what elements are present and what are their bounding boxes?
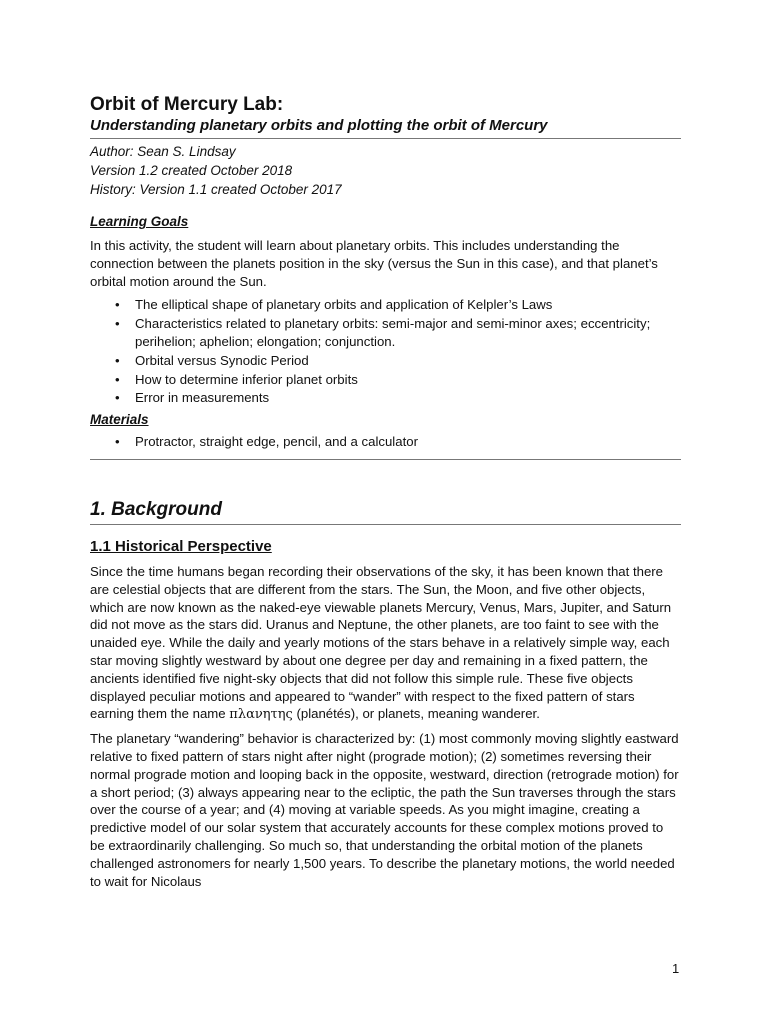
background-paragraph-2: The planetary “wandering” behavior is characterized by: (1) most commonly moving slightly eastward relative to fixed pattern of stars night after night (prograde motion); (2) sometimes reversing their normal prograde motion and looping back in the opposite, westward, direction (retrograde motion) for a short period; (3) always appearing near to the ecliptic, the path the Sun traverses through the stars over the course of a year; and (4) moving at variable speeds. As you might imagine, creating a predictive model of our solar system that accurately accounts for these complex motions proved to be extraordinarily challenging. So much so, that understanding the orbital motion of the planets challenged astronomers for nearly 1,500 years. To describe the planetary motions, the world needed to wait for Nicolaus [90, 731, 679, 889]
materials-list [90, 433, 681, 451]
learning-goals-intro: In this activity, the student will learn about planetary orbits. This includes understanding the connection between the planets position in the sky (versus the Sun in this case), and that planet’s orbital motion around the Sun. [90, 238, 658, 289]
background-paragraph-1: Since the time humans began recording their observations of the sky, it has been known that there are celestial objects that are different from the stars. The Sun, the Moon, and five other objects, which are now known as the naked-eye viewable planets Mercury, Venus, Mars, Jupiter, and Saturn did not move as the stars did. Uranus and Neptune, the other planets, are too faint to see with the unaided eye. While the daily and yearly motions of the stars behave in a relatively simple way, each star moving slightly westward by about one degree per day and remaining in a fixed pattern, the ancients identified five night-sky objects that did not follow this simple rule. These five objects displayed peculiar motions and appeared to “wander” with respect to the fixed pattern of stars earning them the name πλανητης (planétés), or planets, meaning wanderer. [90, 563, 672, 723]
list-item: • Orbital versus Synodic Period [115, 352, 309, 368]
version-line: Version 1.2 created October 2018 [90, 163, 293, 178]
author-line: Author: Sean S. Lindsay [90, 144, 236, 159]
subsection-heading-historical: 1.1 Historical Perspective [90, 537, 272, 555]
greek-word: πλανητης [229, 707, 293, 723]
bullet-icon: • [115, 316, 120, 332]
list-item: • The elliptical shape of planetary orbits and application of Kelpler’s Laws [115, 297, 553, 313]
section-heading-background: 1. Background [90, 498, 222, 520]
list-item: • How to determine inferior planet orbits [115, 371, 358, 387]
background-rule [90, 524, 681, 525]
bullet-icon: • [115, 371, 120, 387]
document-title: Orbit of Mercury Lab: [90, 94, 284, 115]
list-item: • Characteristics related to planetary orbits: semi-major and semi-minor axes; eccentricity; perihelion; aphelion; elongation; conjunction. [115, 316, 651, 349]
bullet-icon: • [115, 434, 120, 450]
learning-goals-list [90, 296, 681, 407]
page-number: 1 [672, 961, 680, 976]
learning-goals-heading: Learning Goals [90, 214, 189, 229]
list-item: • Protractor, straight edge, pencil, and a calculator [115, 434, 418, 450]
materials-heading: Materials [90, 412, 149, 428]
document-page [90, 94, 681, 896]
document-subtitle: Understanding planetary orbits and plotting the orbit of Mercury [90, 117, 548, 134]
bullet-icon: • [115, 352, 120, 368]
bullet-icon: • [115, 297, 120, 313]
list-item: • Error in measurements [115, 390, 270, 406]
history-line: History: Version 1.1 created October 2017 [90, 182, 342, 197]
materials-rule [90, 459, 681, 460]
title-rule [90, 138, 681, 139]
bullet-icon: • [115, 390, 120, 406]
